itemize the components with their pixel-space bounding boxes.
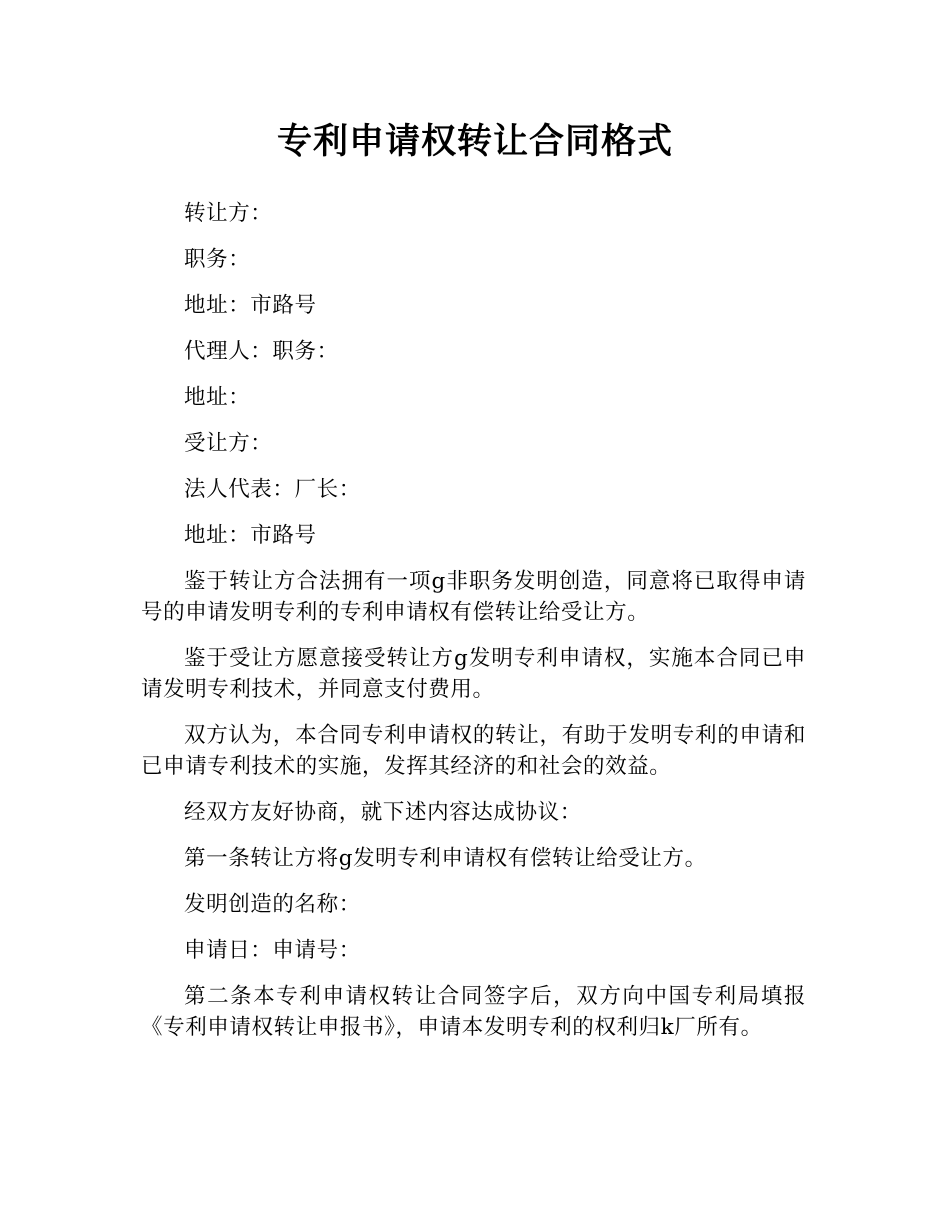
paragraph-article-2: 第二条本专利申请权转让合同签字后，双方向中国专利局填报《专利申请权转让申报书》，申请本发明专利的权利归k厂所有。	[141, 984, 806, 1040]
paragraph-transferor-address: 地址：市路号	[184, 293, 317, 318]
paragraph-transferor: 转让方：	[184, 201, 273, 226]
paragraph-recital-transferee: 鉴于受让方愿意接受转让方g发明专利申请权，实施本合同已申请发明专利技术，并同意支付费用。	[141, 646, 806, 702]
paragraph-position: 职务：	[184, 247, 251, 272]
paragraph-application-date: 申请日：申请号：	[184, 938, 361, 963]
paragraph-transferee-address: 地址：市路号	[184, 523, 317, 548]
document-title: 专利申请权转让合同格式	[276, 122, 673, 162]
document-body	[141, 198, 806, 1058]
paragraph-article-1: 第一条转让方将g发明专利申请权有偿转让给受让方。	[184, 846, 707, 871]
paragraph-agreement-intro: 经双方友好协商，就下述内容达成协议：	[184, 800, 582, 825]
paragraph-transferee: 受让方：	[184, 431, 273, 456]
paragraph-legal-representative: 法人代表：厂长：	[184, 477, 361, 502]
paragraph-agent-address: 地址：	[184, 385, 251, 410]
paragraph-recital-transferor: 鉴于转让方合法拥有一项g非职务发明创造，同意将已取得申请号的申请发明专利的专利申请权有偿转让给受让方。	[141, 569, 806, 625]
paragraph-invention-name: 发明创造的名称：	[184, 892, 361, 917]
paragraph-agent: 代理人：职务：	[184, 339, 339, 364]
paragraph-recital-mutual: 双方认为，本合同专利申请权的转让，有助于发明专利的申请和已申请专利技术的实施，发挥其经济的和社会的效益。	[141, 723, 806, 779]
